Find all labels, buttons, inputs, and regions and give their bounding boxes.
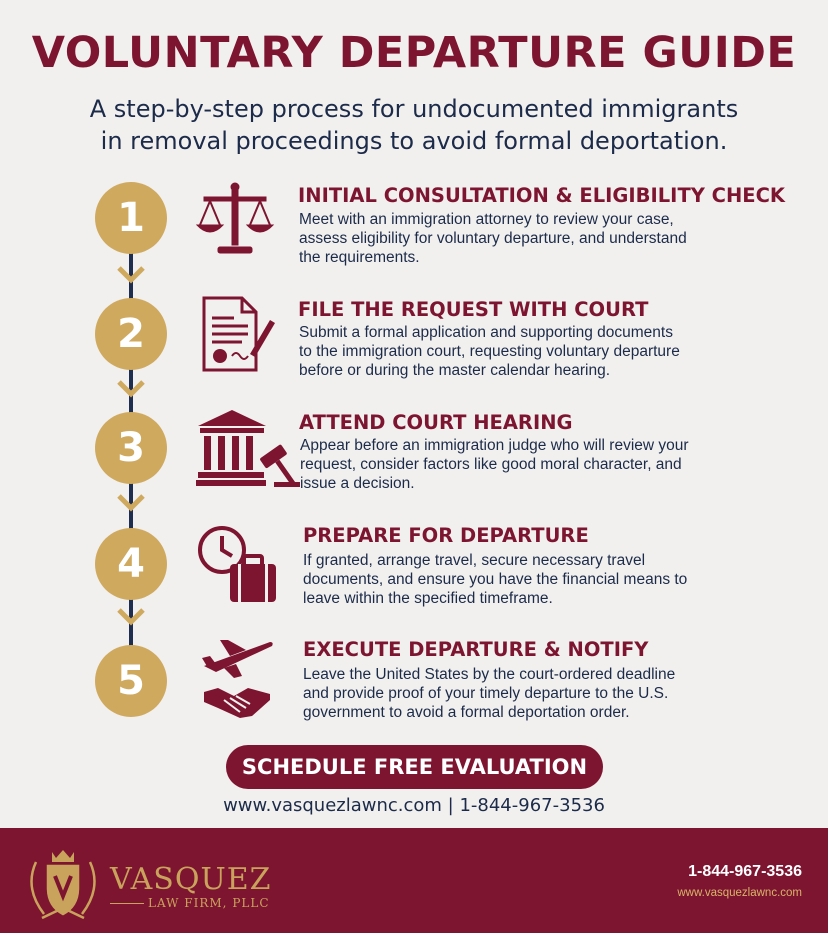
step-description-line: Leave the United States by the court-ordered deadline [303, 666, 676, 683]
document-signing-icon [198, 294, 276, 374]
brand-subtitle: LAW FIRM, PLLC [148, 896, 270, 910]
step-description-line: documents, and ensure you have the financial means to [303, 571, 688, 588]
step-description-line: Meet with an immigration attorney to review your case, [299, 211, 674, 228]
step-number: 4 [95, 528, 167, 600]
step-number: 2 [95, 298, 167, 370]
clock-luggage-icon [196, 524, 278, 604]
step-description-line: before or during the master calendar hearing. [299, 362, 611, 379]
step-description [300, 436, 770, 493]
step-description-line: assess eligibility for voluntary departure, and understand [299, 230, 687, 247]
step-description-line: leave within the specified timeframe. [303, 590, 553, 607]
page-title: VOLUNTARY DEPARTURE GUIDE [31, 28, 797, 78]
subtitle-line: A step-by-step process for undocumented immigrants [89, 95, 739, 123]
step-title: ATTEND COURT HEARING [299, 411, 573, 434]
chevron-down-icon [116, 266, 146, 284]
step-number: 3 [95, 412, 167, 484]
brand-name: VASQUEZ [110, 862, 272, 897]
step-title: EXECUTE DEPARTURE & NOTIFY [303, 638, 649, 661]
step-description-line: Appear before an immigration judge who will review your [300, 437, 689, 454]
step-description-line: the requirements. [299, 249, 420, 266]
page-subtitle [0, 93, 828, 157]
footer-website-link[interactable]: www.vasquezlawnc.com [677, 887, 802, 899]
contact-line: www.vasquezlawnc.com | 1-844-967-3536 [223, 795, 605, 816]
step-title: INITIAL CONSULTATION & ELIGIBILITY CHECK [298, 184, 786, 207]
step-number: 1 [95, 182, 167, 254]
step-title: FILE THE REQUEST WITH COURT [298, 298, 649, 321]
step-description [299, 210, 769, 267]
schedule-evaluation-button[interactable]: SCHEDULE FREE EVALUATION [226, 745, 603, 789]
step-description-line: Submit a formal application and supporting documents [299, 324, 673, 341]
step-description [299, 323, 769, 380]
brand-rule [110, 903, 144, 904]
step-title: PREPARE FOR DEPARTURE [303, 524, 589, 547]
step-description-line: government to avoid a formal deportation order. [303, 704, 630, 721]
step-number: 5 [95, 645, 167, 717]
step-description-line: to the immigration court, requesting voluntary departure [299, 343, 680, 360]
step-description-line: and provide proof of your timely departure to the U.S. [303, 685, 669, 702]
courthouse-gavel-icon [196, 408, 300, 490]
footer-phone[interactable]: 1-844-967-3536 [688, 863, 802, 880]
footer-bar [0, 828, 828, 933]
subtitle-line: in removal proceedings to avoid formal deportation. [100, 127, 728, 155]
step-description-line: If granted, arrange travel, secure necessary travel [303, 552, 646, 569]
chevron-down-icon [116, 494, 146, 512]
step-description-line: issue a decision. [300, 475, 415, 492]
step-description [303, 665, 773, 722]
step-description-line: request, consider factors like good moral character, and [300, 456, 682, 473]
step-description [303, 551, 773, 608]
scales-of-justice-icon [194, 181, 276, 257]
chevron-down-icon [116, 608, 146, 626]
airplane-handshake-icon [200, 636, 274, 722]
chevron-down-icon [116, 380, 146, 398]
crest-logo-icon [22, 844, 104, 924]
